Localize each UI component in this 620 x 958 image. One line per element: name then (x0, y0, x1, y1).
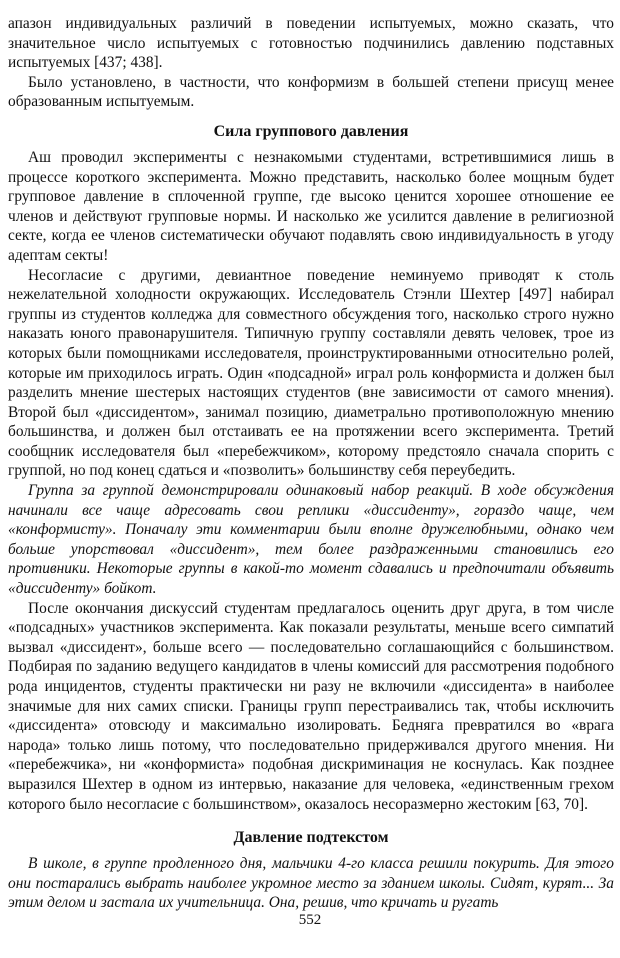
section-heading-subtext-pressure: Давление подтекстом (233, 829, 389, 847)
paragraph-continued: апазон индивидуальных различий в поведении испытуемых, можно сказать, что значительное число испытуемых с готовностью подчинились давлению подставных испытуемых [437; 438]. (8, 15, 614, 72)
paragraph-group-reactions-italic: Группа за группой демонстрировали одинаковый набор реакций. В ходе обсуждения начинали все чаще адресовать свои реплики «диссиденту», гораздо чаще, чем «конформисту». Поначалу эти комментарии были вполне дружелюбными, однако чем больше упорствовал «диссидент», тем более раздраженными становились его противники. Некоторые группы в какой-то момент сдавались и предпочитали объявить «диссиденту» бойкот. (8, 482, 614, 598)
paragraph-evaluation-results: После окончания дискуссий студентам предлагалось оценить друг друга, в том числе «подсадных» участников эксперимента. Как показали результаты, меньше всего симпатий вызвал «диссидент», больше всего — последовательно соглашающийся с большинством. Подбирая по заданию ведущего кандидатов в члены комиссий для рассмотрения подобного рода инцидентов, студенты практически ни разу не включили «диссидента» в наиболее значимые для них самих списки. Границы групп перестраивались так, чтобы исключить «диссидента» отовсюду и максимально изолировать. Бедняга превратился во «врага народа» только лишь потому, что последовательно придерживался другого мнения. Ни «перебежчика», ни «конформиста» подобная дискриминация не коснулась. Как позднее выразился Шехтер в одном из интервью, наказание для человека, «единственным грехом которого было несогласие с большинством», оказалось несоразмерно жестоким [63, 70]. (8, 599, 614, 813)
paragraph-school-story-italic: В школе, в группе продленного дня, мальчики 4-го класса решили покурить. Для этого они постарались выбрать наиболее укромное место за зданием школы. Сидят, курят... За этим делом и застала их учительница. Она, решив, что кричать и ругать (8, 855, 614, 912)
paragraph-schachter-study: Несогласие с другими, девиантное поведение неминуемо приводят к столь нежелательной холодности окружающих. Исследователь Стэнли Шехтер [497] набирал группы из студентов колледжа для совместного обсуждения того, насколько строго нужно наказать юного правонарушителя. Типичную группу составляли девять человек, трое из которых были помощниками исследователя, проинструктированными относительно ролей, которые им приходилось играть. Один «подсадной» играл роль конформиста и должен был разделить мнение шестерых настоящих студентов (вне зависимости от самого мнения). Второй был «диссидентом», занимал позицию, диаметрально противоположную мнению большинства, и должен был отстаивать ее на протяжении всего эксперимента. Третий сообщник исследователя был «перебежчиком», которому предстояло сначала спорить с группой, но под конец сдаться и «позволить» большинству себя переубедить. (8, 266, 614, 480)
paragraph-asch-experiments: Аш проводил эксперименты с незнакомыми студентами, встретившимися лишь в процессе короткого эксперимента. Можно представить, насколько более мощным будет групповое давление в сплоченной группе, где высоко ценится хорошее отношение ее членов и действуют групповые нормы. И насколько же усилится давление в религиозной секте, когда ее членов систематически обучают подавлять свою индивидуальность в угоду адептам секты! (8, 148, 614, 264)
paragraph-conformism-education: Было установлено, в частности, что конформизм в большей степени присущ менее образованным испытуемым. (8, 73, 614, 111)
section-heading-group-pressure: Сила группового давления (213, 122, 409, 140)
page-number: 552 (298, 912, 322, 928)
